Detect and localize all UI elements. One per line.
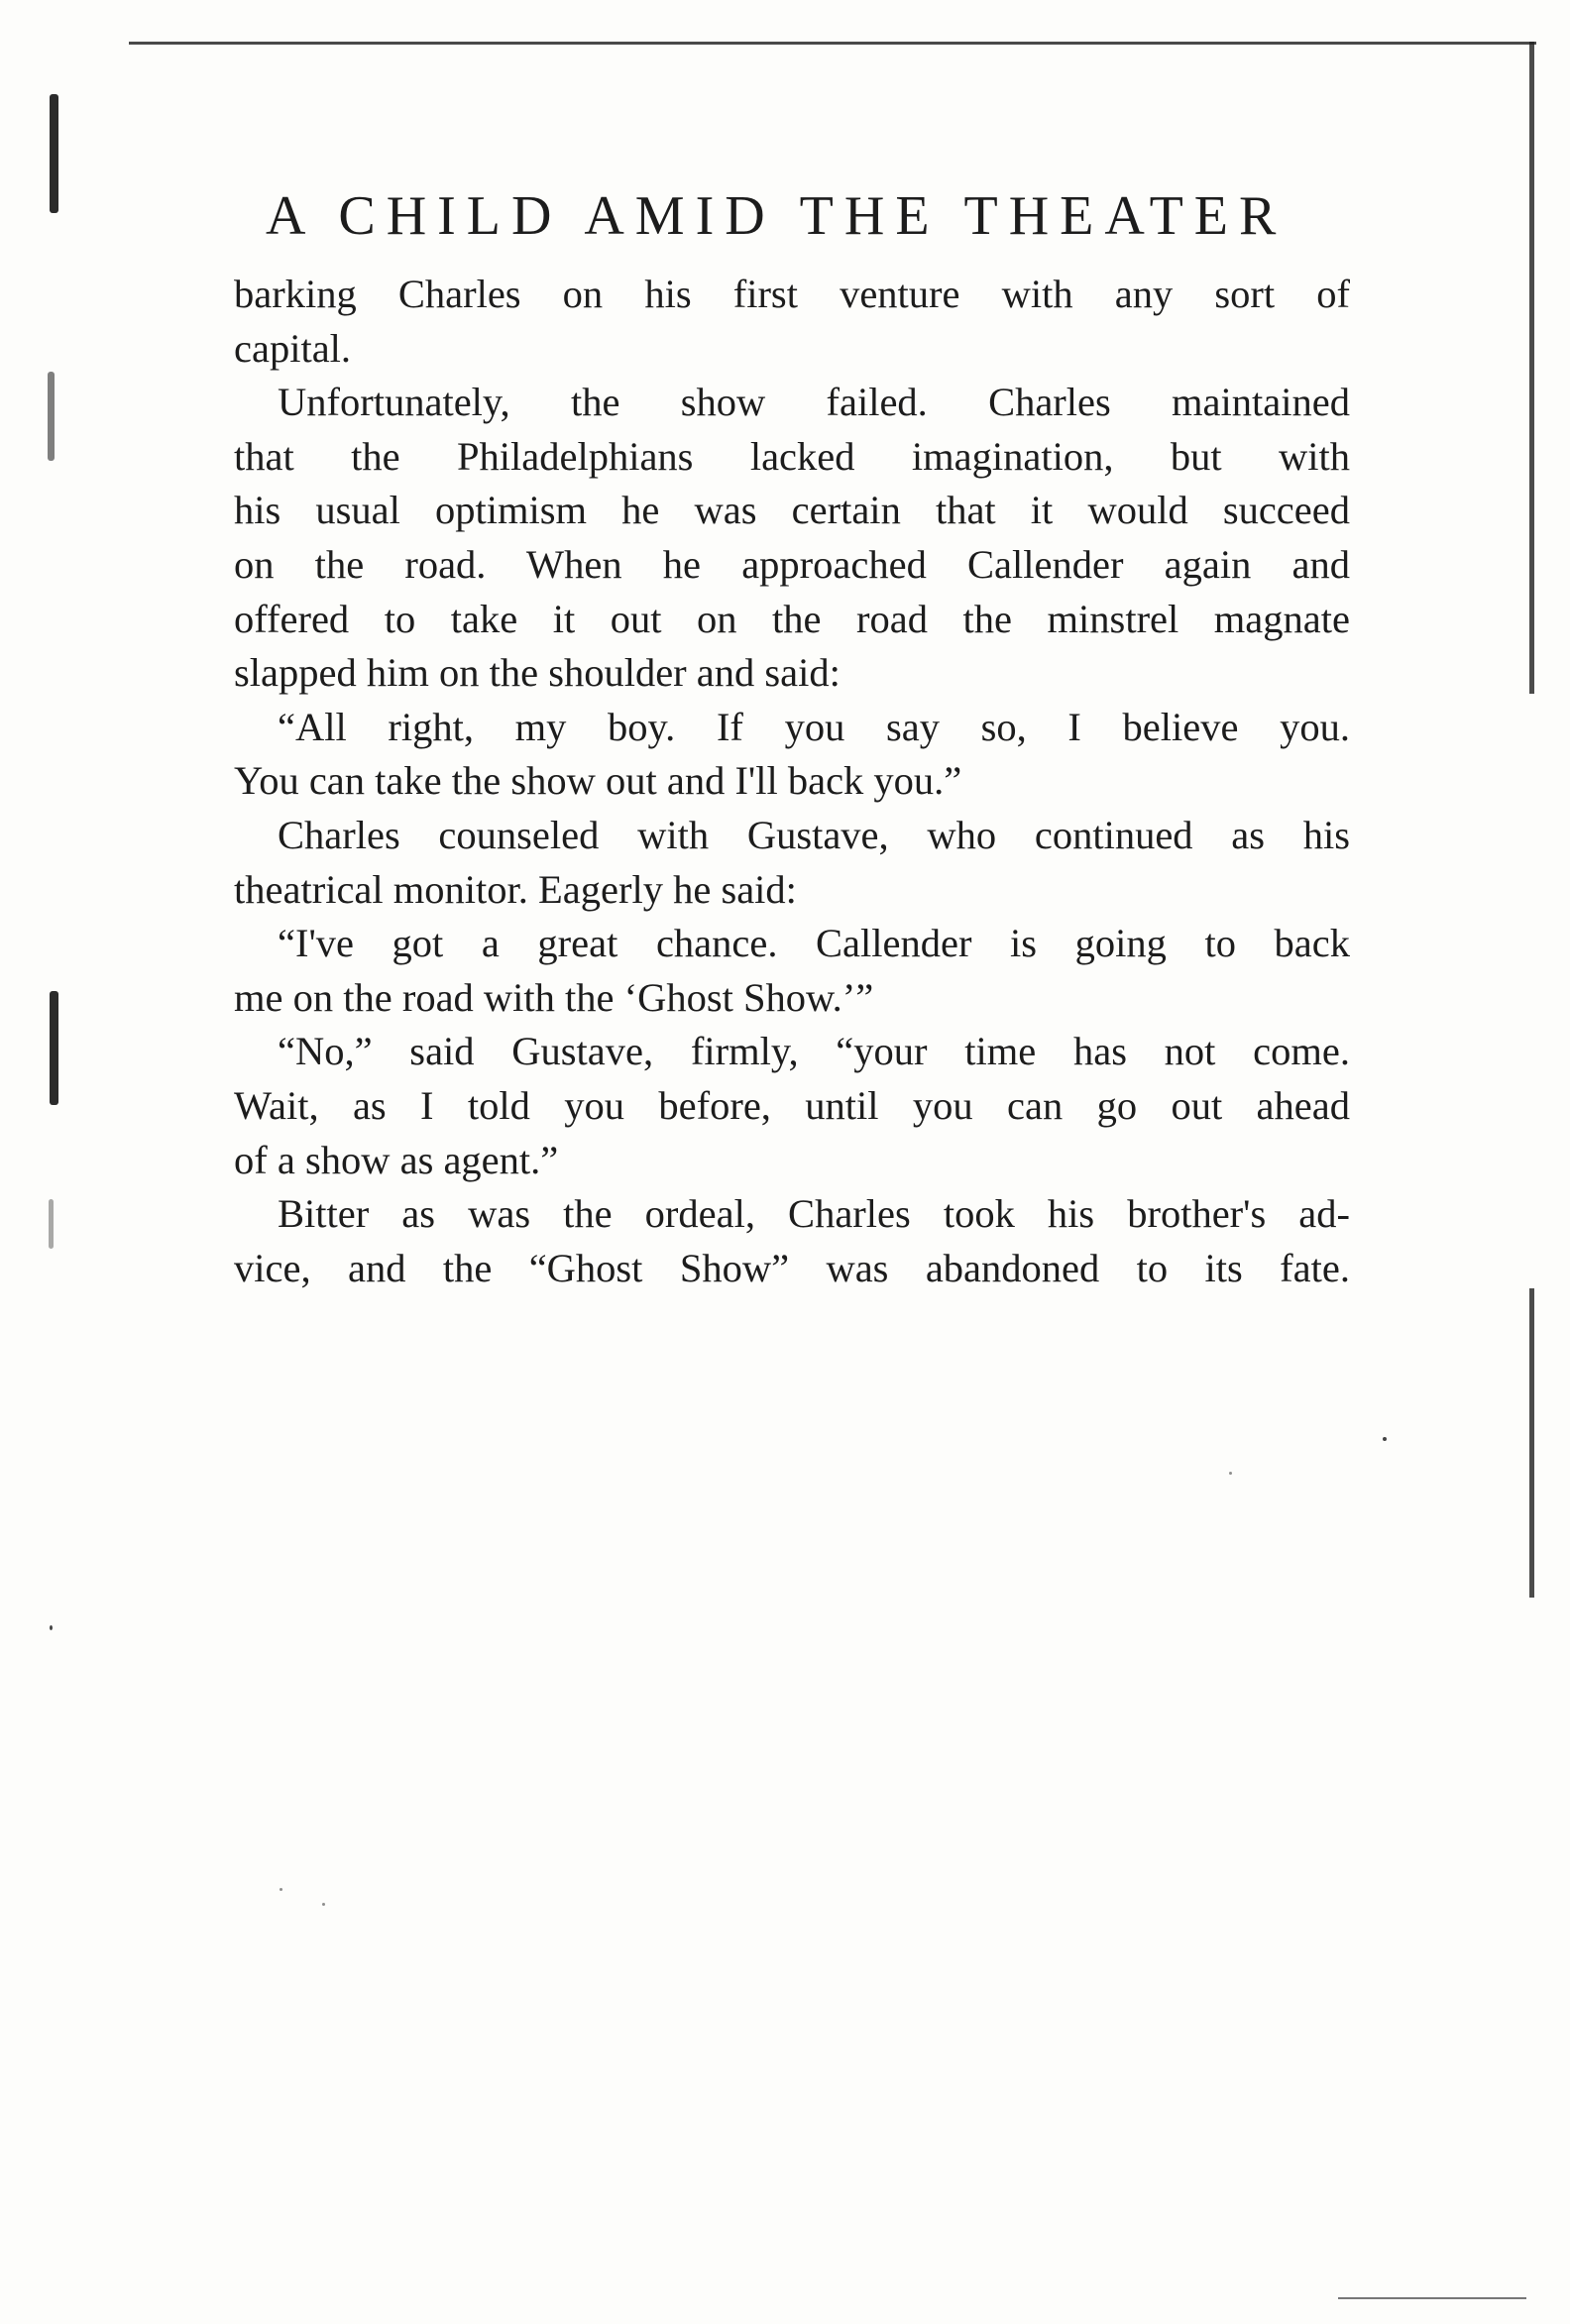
text-line: Wait, as I told you before, until you can go out ahead [234, 1082, 1350, 1128]
running-title: A CHILD AMID THE THEATER [266, 185, 1288, 247]
paragraph [234, 268, 1350, 376]
text-line: “I've got a great chance. Callender is going to back [278, 921, 1350, 966]
text-line: his usual optimism he was certain that it would succeed [234, 488, 1350, 533]
text-line: theatrical monitor. Eagerly he said: [234, 866, 797, 912]
text-line: “All right, my boy. If you say so, I believe you. [278, 704, 1350, 749]
paragraph [234, 1187, 1350, 1295]
page-right-edge-gap [1526, 694, 1538, 1288]
text-line: on the road. When he approached Callender again and [234, 541, 1350, 587]
page-bottom-edge [1338, 2297, 1526, 2299]
text-line: me on the road with the ‘Ghost Show.’” [234, 974, 874, 1020]
scan-speck [322, 1903, 325, 1906]
body-text [234, 268, 1350, 1295]
text-line: Bitter as was the ordeal, Charles took his brother's ad- [278, 1191, 1350, 1237]
scan-speck [280, 1888, 282, 1891]
text-line: capital. [234, 325, 352, 371]
text-line: You can take the show out and I'll back you.” [234, 758, 962, 804]
paragraph [234, 1025, 1350, 1187]
text-line: slapped him on the shoulder and said: [234, 650, 841, 696]
text-line: offered to take it out on the road the minstrel magnate [234, 596, 1350, 641]
scan-speck [1383, 1437, 1387, 1441]
paragraph [234, 701, 1350, 809]
paragraph [234, 376, 1350, 701]
binding-mark [48, 372, 55, 461]
text-line: of a show as agent.” [234, 1137, 559, 1182]
binding-mark [50, 991, 58, 1105]
scan-speck [50, 1625, 53, 1630]
text-line: Charles counseled with Gustave, who continued as his [278, 812, 1350, 857]
paragraph [234, 809, 1350, 917]
binding-mark [50, 94, 58, 213]
page-top-edge [129, 42, 1536, 45]
text-line: Unfortunately, the show failed. Charles maintained [278, 380, 1350, 425]
scan-speck [1229, 1472, 1232, 1475]
paragraph [234, 917, 1350, 1025]
binding-mark [49, 1199, 54, 1249]
text-line: “No,” said Gustave, firmly, “your time has not come. [278, 1029, 1350, 1074]
text-line: barking Charles on his first venture with any sort of [234, 272, 1350, 316]
text-line: that the Philadelphians lacked imagination, but with [234, 433, 1350, 479]
text-line: vice, and the “Ghost Show” was abandoned to its fate. [234, 1245, 1350, 1290]
